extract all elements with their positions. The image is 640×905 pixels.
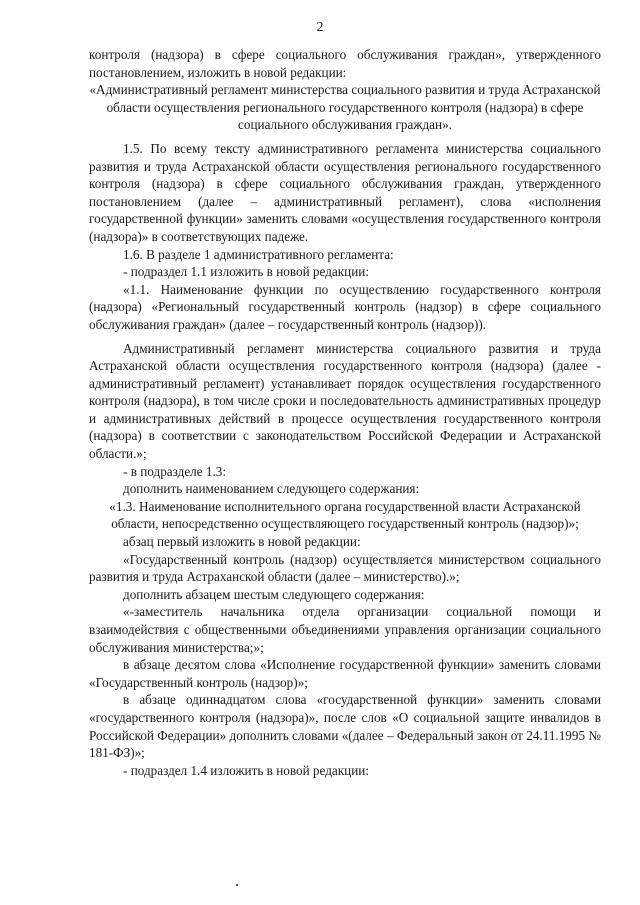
paragraph: - подраздел 1.4 изложить в новой редакции: — [123, 762, 370, 778]
paragraph: - в подразделе 1.3: — [123, 463, 227, 479]
paragraph-quoted-title: «Административный регламент министерства социального развития и труда Астраханской области осуществления регионального государственного контроля (надзора) в сфере социального обслуживания граждан». — [89, 82, 601, 133]
page-number: 2 — [316, 20, 324, 35]
paragraph: 1.5. По всему тексту административного регламента министерства социального развития и труда Астраханской области осуществления регионального государственного контроля (надзора) в сфере социального обслуживания граждан, утвержденного постановлением (далее – административный регламент), слова «исполнения государственной функции» заменить словами «осуществления государственного контроля (надзора)» в соответствующих падеже. — [89, 140, 601, 244]
paragraph: контроля (надзора) в сфере социального обслуживания граждан», утвержденного постановлением, изложить в новой редакции: — [89, 47, 601, 80]
paragraph: в абзаце одиннадцатом слова «государственной функции» заменить словами «государственного контроля (надзора)», после слов «О социальной защите инвалидов в Российской Федерации» дополнить словами «(далее – Федеральный закон от 24.11.1995 № 181-ФЗ)»; — [89, 692, 601, 761]
paragraph: в абзаце десятом слова «Исполнение государственной функции» заменить словами «Государственный контроль (надзор)»; — [89, 657, 601, 690]
document-body — [89, 46, 601, 779]
scan-speck — [236, 884, 238, 886]
paragraph: «Государственный контроль (надзор) осуществляется министерством социального развития и труда Астраханской области (далее – министерство).»; — [89, 551, 601, 585]
paragraph: - подраздел 1.1 изложить в новой редакции: — [123, 264, 370, 280]
paragraph: абзац первый изложить в новой редакции: — [123, 534, 361, 550]
paragraph-quoted-title: «1.3. Наименование исполнительного органа государственной власти Астраханской области, непосредственно осуществляющего государственный контроль (надзор)»; — [109, 498, 581, 532]
paragraph: 1.6. В разделе 1 административного регламента: — [123, 246, 394, 262]
paragraph: Административный регламент министерства социального развития и труда Астраханской области осуществления государственного контроля (надзора) (далее - административный регламент) устанавливает порядок осуществления государственного контроля (надзора), в том числе сроки и последовательность административных процедур и административных действий в процессе осуществления государственного контроля (надзора) в соответствии с законодательством Российской Федерации и Астраханской области.»; — [89, 340, 601, 462]
paragraph: дополнить абзацем шестым следующего содержания: — [123, 586, 425, 602]
paragraph: «-заместитель начальника отдела организации социальной помощи и взаимодействия с общественными объединениями управления организации социального обслуживания министерства;»; — [89, 604, 601, 655]
paragraph: дополнить наименованием следующего содержания: — [123, 481, 420, 497]
paragraph: «1.1. Наименование функции по осуществлению государственного контроля (надзора) «Региональный государственный контроль (надзор) в сфере социального обслуживания граждан» (далее – государственный контроль (надзор)). — [89, 281, 601, 332]
